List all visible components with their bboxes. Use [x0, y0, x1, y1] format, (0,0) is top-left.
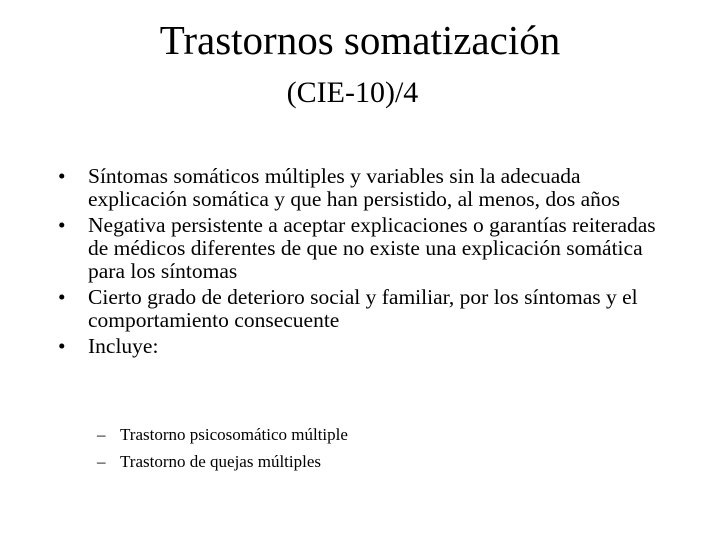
bullet-text: Síntomas somáticos múltiples y variables sin la adecuada explicación somática y que han persistido, al menos, dos años — [88, 164, 620, 211]
bullet-item — [58, 214, 678, 283]
bullet-marker: • — [58, 285, 66, 309]
bullet-text: Cierto grado de deterioro social y familiar, por los síntomas y el comportamiento consecuente — [88, 285, 638, 332]
bullet-text: Negativa persistente a aceptar explicaciones o garantías reiteradas de médicos diferentes de que no existe una explicación somática para los síntomas — [88, 213, 656, 283]
sub-bullet-item — [97, 421, 348, 448]
bullet-marker: • — [58, 334, 66, 358]
sub-bullet-item — [97, 448, 348, 475]
sub-bullet-list — [97, 421, 348, 475]
sub-bullet-marker: – — [97, 452, 106, 471]
bullet-item — [58, 165, 678, 211]
bullet-item — [58, 335, 678, 358]
sub-bullet-text: Trastorno psicosomático múltiple — [120, 425, 348, 444]
sub-bullet-marker: – — [97, 425, 106, 444]
slide-subtitle: (CIE-10)/4 — [286, 76, 419, 109]
bullet-list — [58, 165, 678, 361]
bullet-item — [58, 286, 678, 332]
sub-bullet-text: Trastorno de quejas múltiples — [120, 452, 321, 471]
bullet-text: Incluye: — [88, 334, 159, 358]
bullet-marker: • — [58, 213, 66, 237]
bullet-marker: • — [58, 164, 66, 188]
slide-title: Trastornos somatización — [159, 17, 561, 63]
